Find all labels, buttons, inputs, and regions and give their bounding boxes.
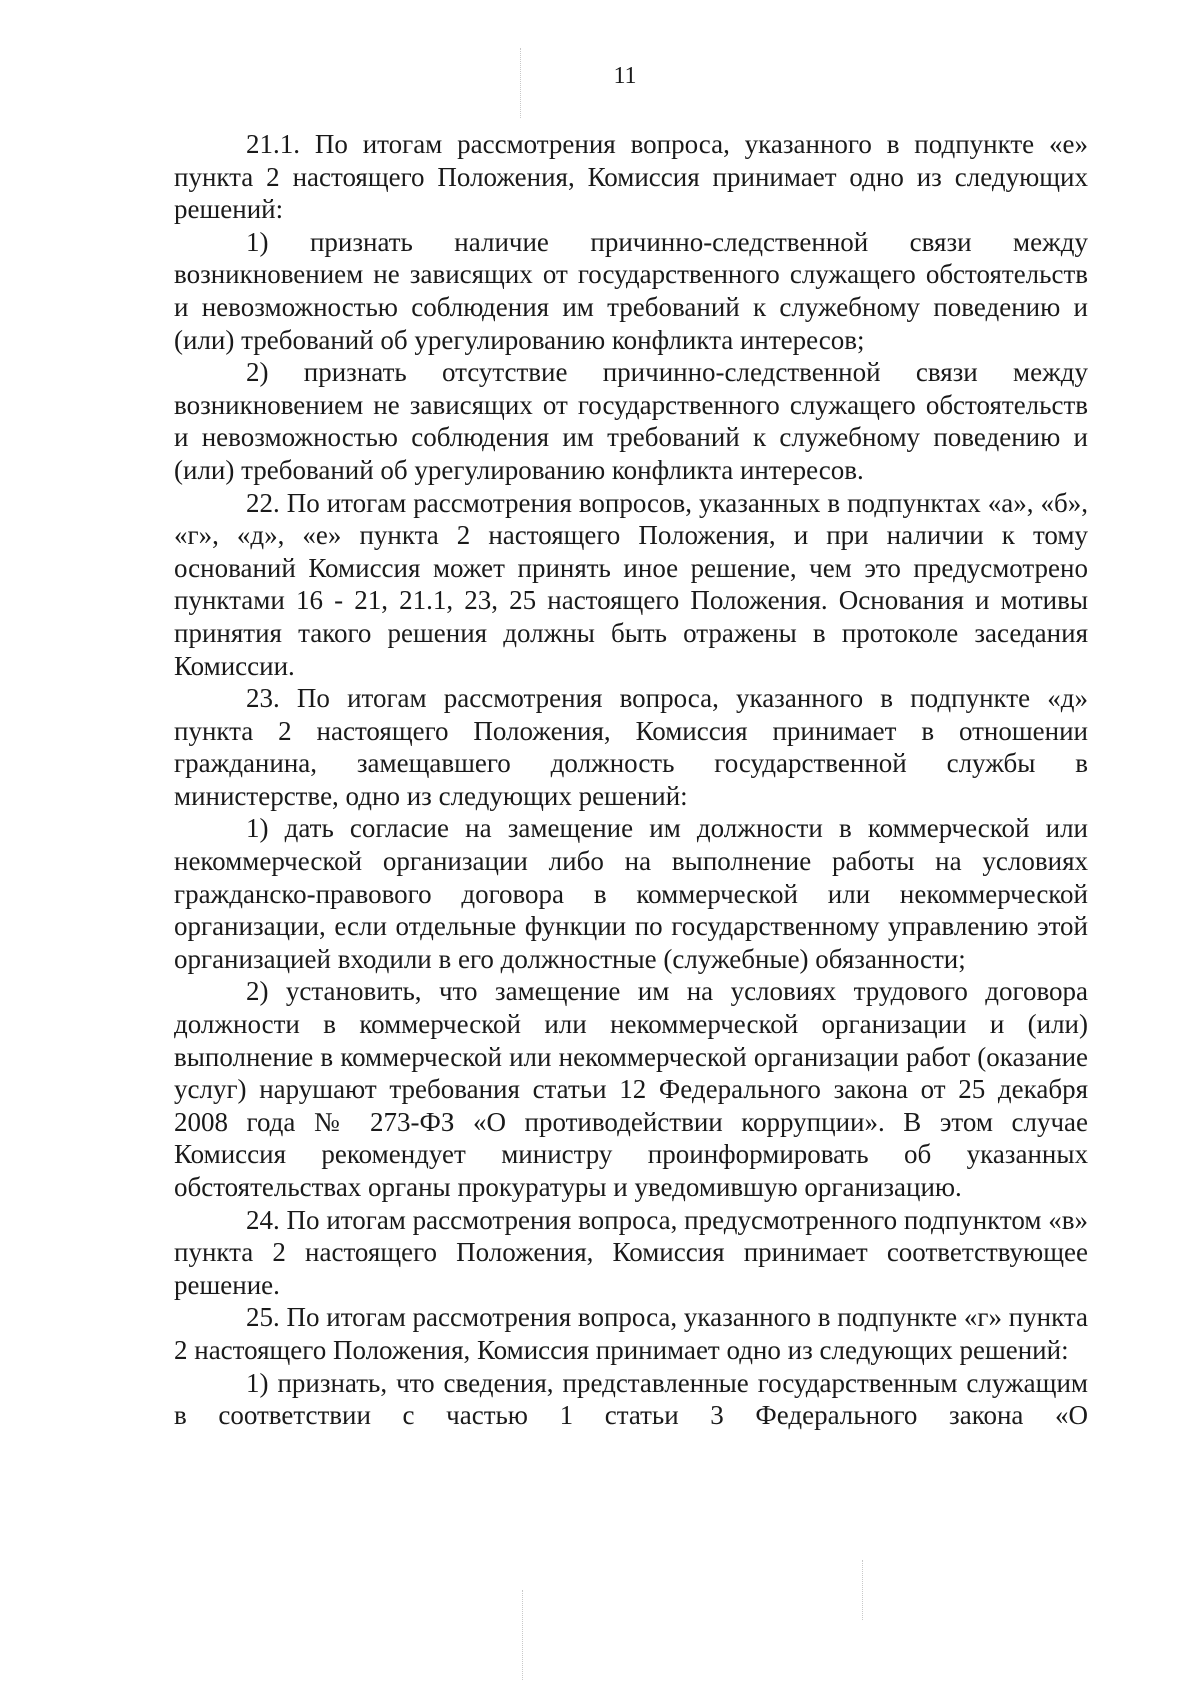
paragraph-24: 24. По итогам рассмотрения вопроса, предусмотренного подпунктом «в» пункта 2 настоящего Положения, Комиссия принимает соответствующее решение.: [174, 1204, 1088, 1300]
paragraph-23: 23. По итогам рассмотрения вопроса, указанного в подпункте «д» пункта 2 настоящего Положения, Комиссия принимает в отношении гражданина, замещавшего должность государственной службы в министерстве, одно из следующих решений:: [174, 683, 1088, 811]
paragraph-23-item-2: 2) установить, что замещение им на условиях трудового договора должности в коммерческой или некоммерческой организации и (или) выполнение в коммерческой или некоммерческой организации работ (оказание услуг) нарушают требования статьи 12 Федерального закона от 25 декабря 2008 года № 273-ФЗ «О противодействии коррупции». В этом случае Комиссия рекомендует министру проинформировать об указанных обстоятельствах органы прокуратуры и уведомившую организацию.: [174, 976, 1088, 1202]
document-body: [174, 128, 1088, 1432]
paragraph-21-1-item-1: 1) признать наличие причинно-следственной связи между возникновением не зависящих от государственного служащего обстоятельств и невозможностью соблюдения им требований к служебному поведению и (или) требований об урегулированию конфликта интересов;: [174, 226, 1088, 355]
scan-artifact-top: [520, 48, 521, 118]
paragraph-25: 25. По итогам рассмотрения вопроса, указанного в подпункте «г» пункта 2 настоящего Положения, Комиссия принимает одно из следующих решений:: [174, 1302, 1088, 1365]
paragraph-21-1-item-2: 2) признать отсутствие причинно-следственной связи между возникновением не зависящих от государственного служащего обстоятельств и невозможностью соблюдения им требований к служебному поведению и (или) требований об урегулированию конфликта интересов.: [174, 357, 1088, 485]
page-number: 11: [613, 63, 637, 89]
paragraph-21-1: 21.1. По итогам рассмотрения вопроса, указанного в подпункте «е» пункта 2 настоящего Положения, Комиссия принимает одно из следующих решений:: [174, 129, 1088, 225]
paragraph-22: 22. По итогам рассмотрения вопросов, указанных в подпунктах «а», «б», «г», «д», «е» пункта 2 настоящего Положения, и при наличии к тому оснований Комиссия может принять иное решение, чем это предусмотрено пунктами 16 - 21, 21.1, 23, 25 настоящего Положения. Основания и мотивы принятия такого решения должны быть отражены в протоколе заседания Комиссии.: [174, 487, 1088, 681]
paragraph-23-item-1: 1) дать согласие на замещение им должности в коммерческой или некоммерческой организации либо на выполнение работы на условиях гражданско-правового договора в коммерческой или некоммерческой организации, если отдельные функции по государственному управлению этой организацией входили в его должностные (служебные) обязанности;: [174, 813, 1088, 974]
scan-artifact-right: [862, 1560, 863, 1620]
scan-artifact-bottom: [522, 1590, 523, 1680]
paragraph-25-item-1: 1) признать, что сведения, представленные государственным служащим в соответствии с частью 1 статьи 3 Федерального закона «О: [174, 1367, 1088, 1431]
